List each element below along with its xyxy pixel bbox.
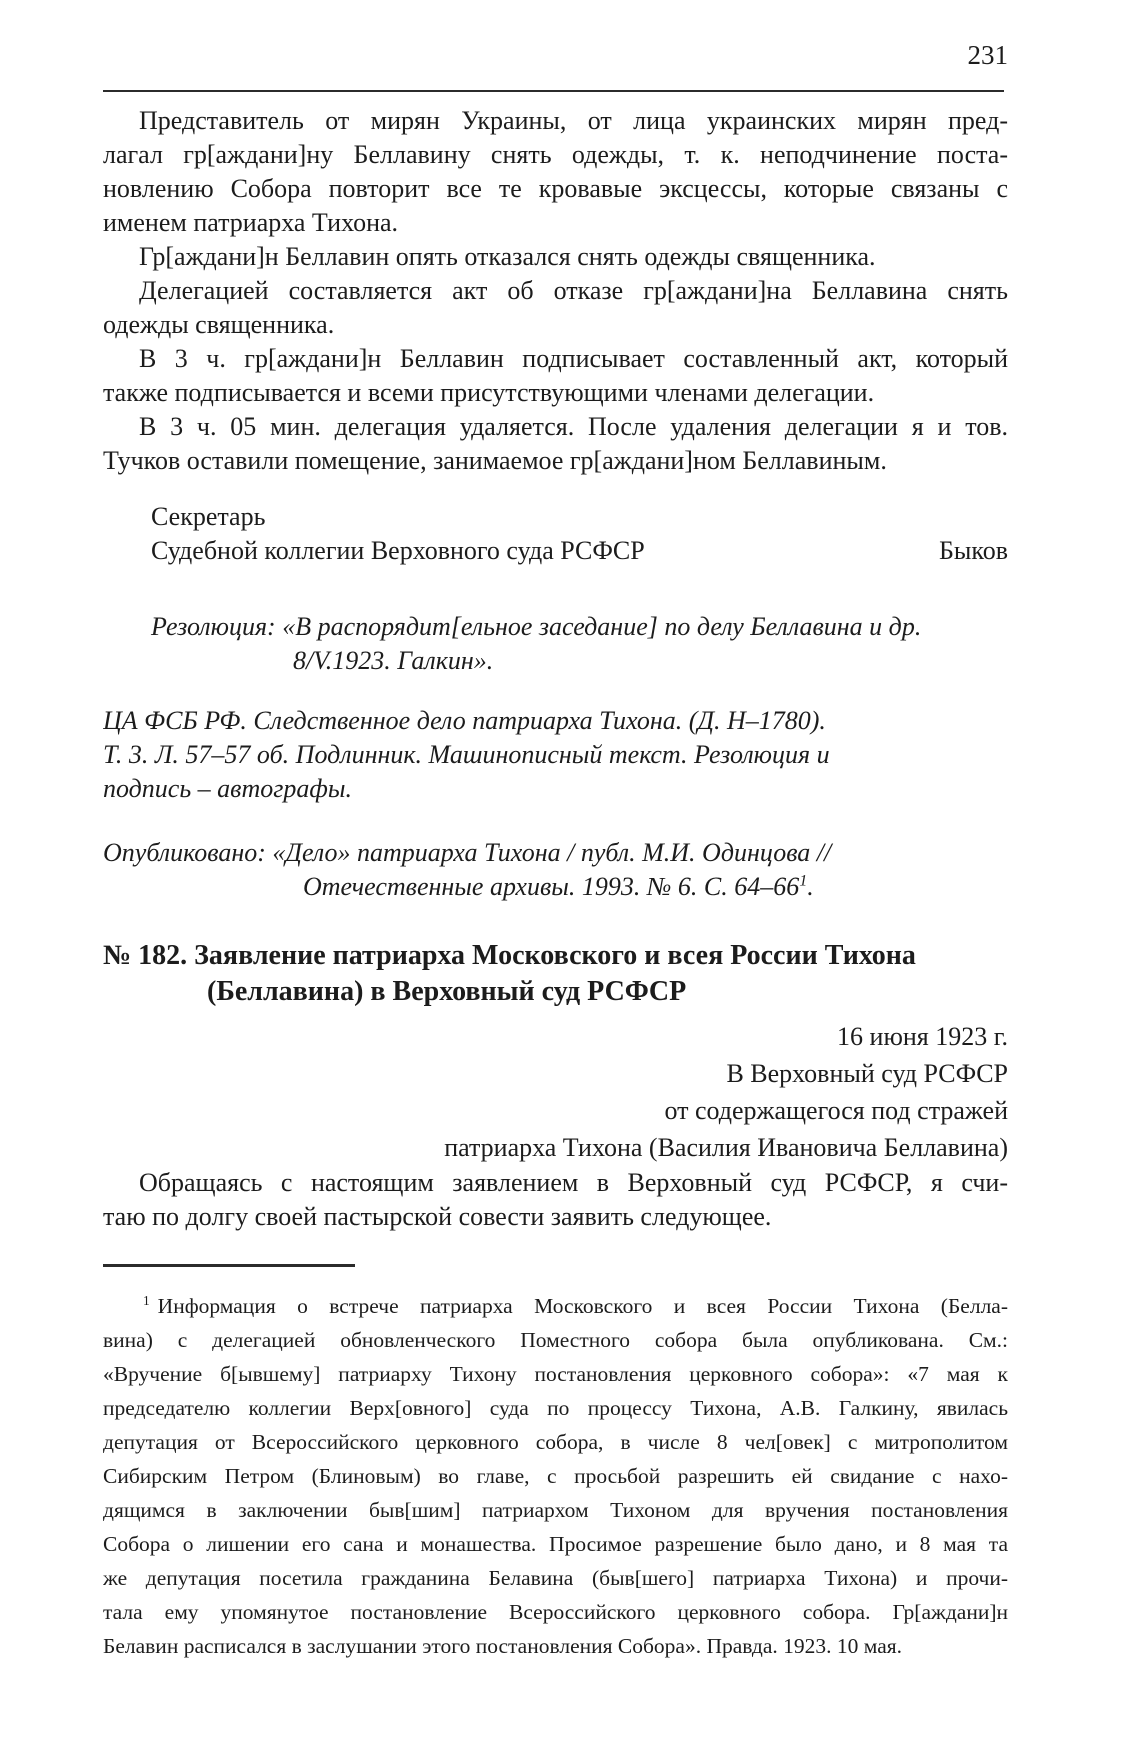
footnote-line: Собора о лишении его сана и монашества. Просимое разрешение было дано, и 8 мая та bbox=[103, 1532, 1008, 1556]
footnote bbox=[103, 1289, 1008, 1663]
footnote-text: Информация о встрече патриарха Московского и всея России Тихона (Белла- bbox=[157, 1294, 1008, 1318]
text-line: В 3 ч. гр[аждани]н Беллавин подписывает составленный акт, который bbox=[139, 344, 1008, 373]
text-line: Представитель от мирян Украины, от лица украинских мирян пред- bbox=[139, 106, 1008, 135]
addressee-line: от содержащегося под стражей bbox=[664, 1096, 1008, 1125]
resolution-line: 8/V.1923. Галкин». bbox=[293, 646, 494, 675]
text-line: В 3 ч. 05 мин. делегация удаляется. После удаления делегации я и тов. bbox=[139, 412, 1008, 441]
footnote-line bbox=[103, 1289, 1008, 1323]
text-line: именем патриарха Тихона. bbox=[103, 208, 399, 237]
footnote-line: Сибирским Петром (Блиновым) во главе, с просьбой разрешить ей свидание с нахо- bbox=[103, 1464, 1008, 1488]
footnote-rule bbox=[103, 1264, 355, 1267]
footnote-marker: 1 bbox=[143, 1292, 150, 1308]
archive-line: ЦА ФСБ РФ. Следственное дело патриарха Тихона. (Д. Н–1780). bbox=[103, 706, 826, 735]
publication-text: . bbox=[807, 872, 814, 901]
paragraph bbox=[103, 240, 1008, 274]
addressee-line: В Верховный суд РСФСР bbox=[726, 1059, 1008, 1088]
text-line: одежды священника. bbox=[103, 310, 335, 339]
footnote-line: «Вручение б[ывшему] патриарху Тихону постановления церковного собора»: «7 мая к bbox=[103, 1362, 1008, 1386]
addressee-line: патриарха Тихона (Василия Ивановича Беллавина) bbox=[444, 1133, 1008, 1162]
paragraph bbox=[103, 104, 1008, 240]
date-text: 16 июня 1923 г. bbox=[837, 1022, 1008, 1051]
publication-line: Опубликовано: «Дело» патриарха Тихона / публ. М.И. Одинцова // bbox=[103, 838, 832, 867]
archive-line: Т. 3. Л. 57–57 об. Подлинник. Машинописный текст. Резолюция и bbox=[103, 740, 830, 769]
dateline bbox=[103, 1018, 1008, 1055]
resolution-note bbox=[103, 610, 1008, 678]
footnote-line: депутация от Всероссийского церковного собора, в числе 8 чел[овек] с митрополитом bbox=[103, 1430, 1008, 1454]
publication-text: Отечественные архивы. 1993. № 6. С. 64–66 bbox=[303, 872, 800, 901]
document-heading bbox=[103, 938, 1008, 1010]
text-line: таю по долгу своей пастырской совести заявить следующее. bbox=[103, 1202, 772, 1231]
paragraph bbox=[103, 342, 1008, 410]
footnote-line: вина) с делегацией обновленческого Поместного собора была опубликована. См.: bbox=[103, 1328, 1008, 1352]
footnote-line: дящимся в заключении быв[шим] патриархом Тихоном для вручения постановления bbox=[103, 1498, 1008, 1522]
signature-name: Быков bbox=[939, 536, 1008, 565]
footnote-line: же депутация посетила гражданина Белавина (быв[шего] патриарха Тихона) и прочи- bbox=[103, 1566, 1008, 1590]
text-line: также подписывается и всеми присутствующими членами делегации. bbox=[103, 378, 875, 407]
archive-line: подпись – автографы. bbox=[103, 774, 352, 803]
page-content bbox=[103, 0, 1008, 1663]
text-line: Тучков оставили помещение, занимаемое гр[аждани]ном Беллавиным. bbox=[103, 446, 887, 475]
resolution-line: Резолюция: «В распорядит[ельное заседание] по делу Беллавина и др. bbox=[151, 612, 922, 641]
archive-reference bbox=[103, 704, 1008, 806]
text-line: новлению Собора повторит все те кровавые эксцессы, которые связаны с bbox=[103, 174, 1008, 203]
text-line: лагал гр[аждани]ну Беллавину снять одежды, т. к. неподчинение поста- bbox=[103, 140, 1008, 169]
publication-reference bbox=[103, 836, 1008, 904]
publication-line bbox=[103, 870, 1008, 904]
heading-line: (Беллавина) в Верховный суд РСФСР bbox=[207, 976, 687, 1007]
footnote-line: Белавин расписался в заслушании этого постановления Собора». Правда. 1923. 10 мая. bbox=[103, 1634, 903, 1658]
text-line: Делегацией составляется акт об отказе гр[аждани]на Беллавина снять bbox=[139, 276, 1008, 305]
signature-block bbox=[103, 500, 1008, 568]
footnote-line: председателю коллегии Верх[овного] суда по процессу Тихона, А.В. Галкину, явилась bbox=[103, 1396, 1008, 1420]
text-line: Гр[аждани]н Беллавин опять отказался снять одежды священника. bbox=[139, 242, 876, 271]
page-number: 231 bbox=[967, 40, 1008, 70]
header-rule bbox=[103, 90, 1004, 92]
text-line: Обращаясь с настоящим заявлением в Верховный суд РСФСР, я счи- bbox=[139, 1168, 1008, 1197]
opening-paragraphs bbox=[103, 104, 1008, 478]
addressee-block bbox=[103, 1055, 1008, 1166]
statement-paragraph bbox=[103, 1166, 1008, 1234]
paragraph bbox=[103, 410, 1008, 478]
signature-role-line: Секретарь bbox=[151, 502, 266, 531]
heading-line: № 182. Заявление патриарха Московского и всея России Тихона bbox=[103, 940, 916, 971]
signature-role-line: Судебной коллегии Верховного суда РСФСР bbox=[151, 536, 645, 565]
footnote-line: тала ему упомянутое постановление Всероссийского церковного собора. Гр[аждани]н bbox=[103, 1600, 1008, 1624]
footnote-reference-mark: 1 bbox=[799, 872, 808, 890]
signature-row bbox=[103, 534, 1008, 568]
paragraph bbox=[103, 274, 1008, 342]
